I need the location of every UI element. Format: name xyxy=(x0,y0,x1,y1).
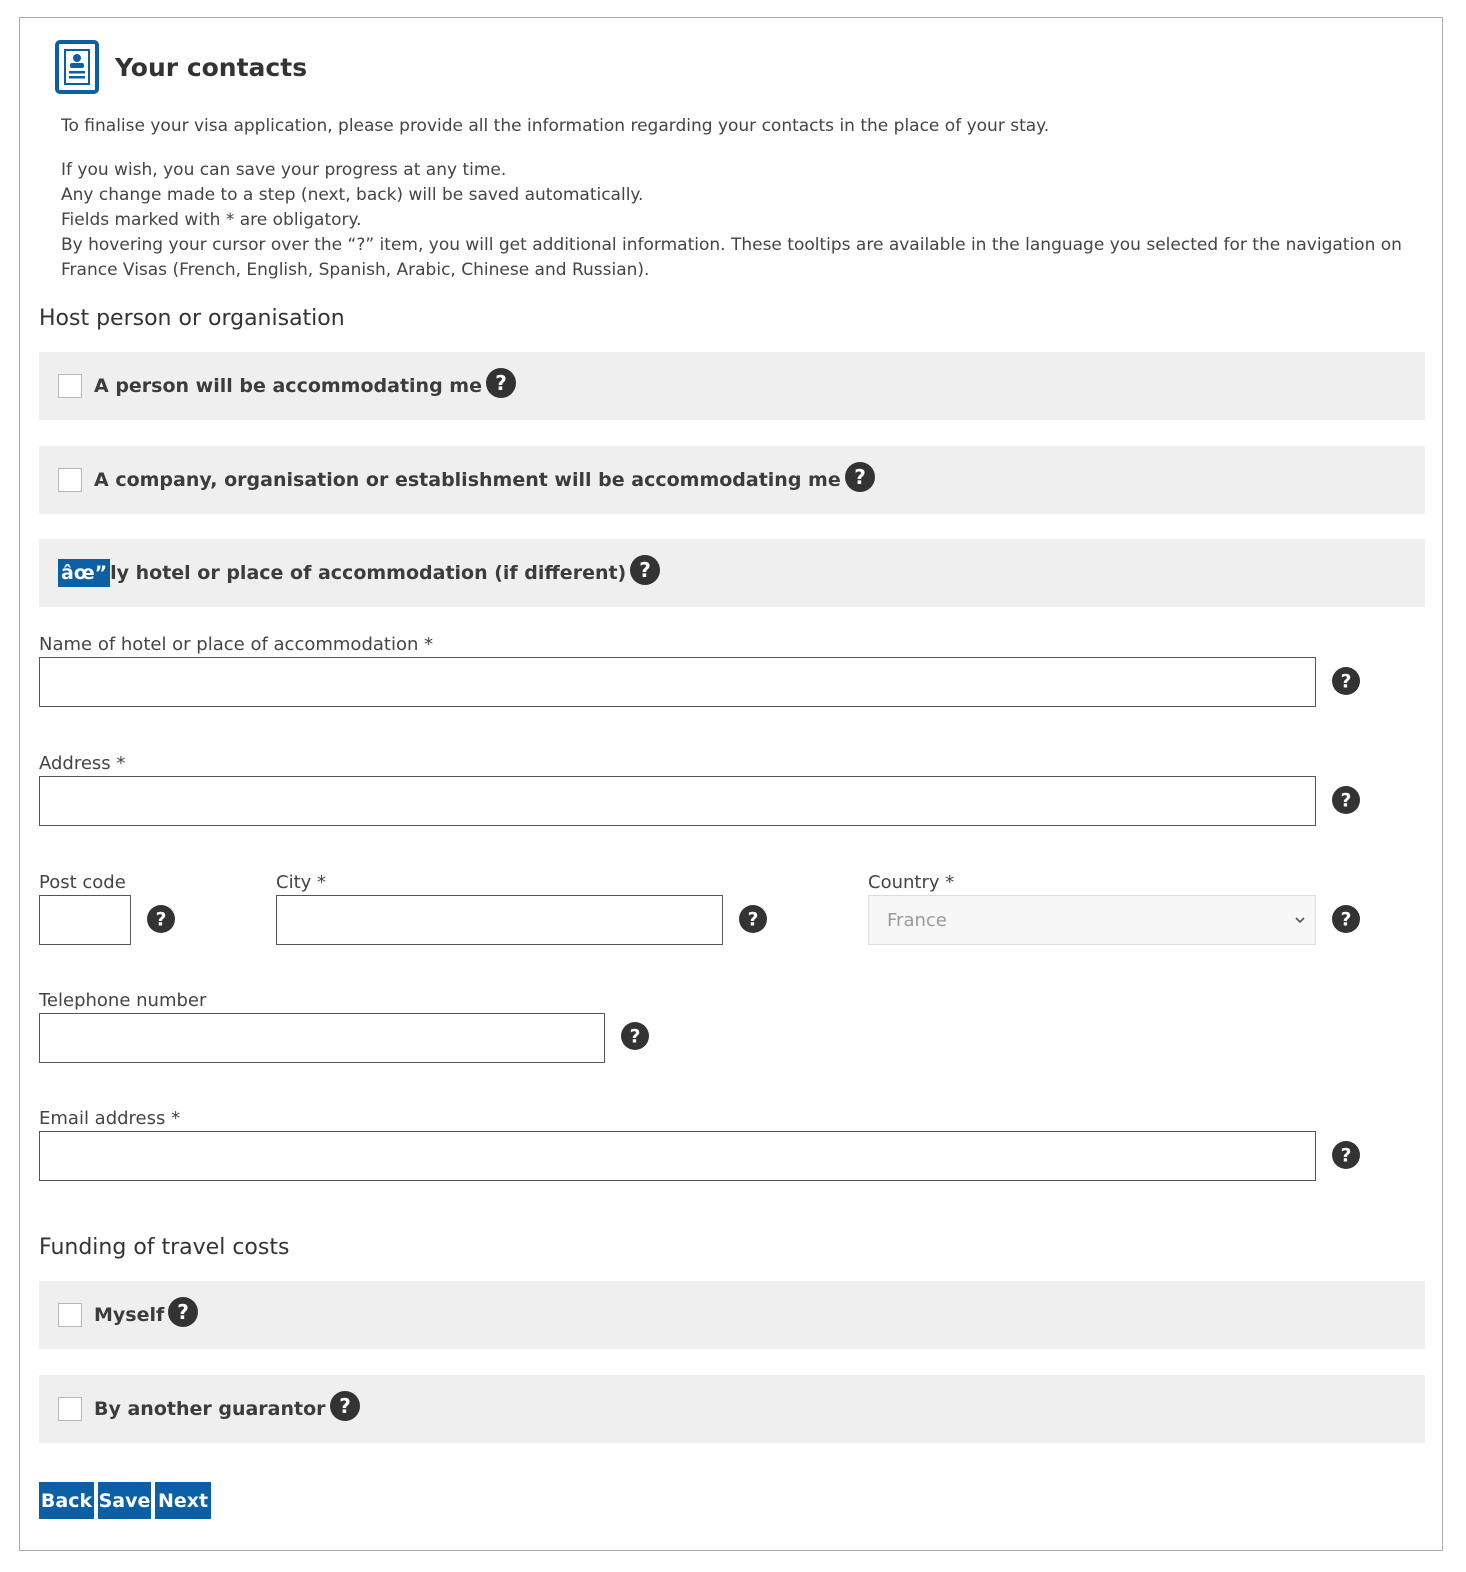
host-person-label[interactable]: A person will be accommodating me xyxy=(94,375,482,397)
svg-text:?: ? xyxy=(495,370,507,395)
help-icon[interactable] xyxy=(147,905,175,933)
postcode-label: Post code xyxy=(39,872,126,893)
help-icon[interactable] xyxy=(845,462,875,492)
host-hotel-panel xyxy=(39,539,1425,607)
host-hotel-label[interactable]: ly hotel or place of accommodation (if different) xyxy=(110,562,627,584)
funding-guarantor-checkbox[interactable] xyxy=(58,1397,82,1421)
city-label: City * xyxy=(276,872,327,893)
phone-label: Telephone number xyxy=(39,990,207,1011)
page-title: Your contacts xyxy=(115,52,308,82)
hotel-name-label: Name of hotel or place of accommodation * xyxy=(39,634,434,655)
funding-myself-panel xyxy=(39,1281,1425,1349)
intro-line: If you wish, you can save your progress at any time. xyxy=(61,160,507,180)
intro-line: Any change made to a step (next, back) will be saved automatically. xyxy=(61,185,644,205)
hotel-name-input[interactable] xyxy=(39,657,1316,707)
email-input[interactable] xyxy=(39,1131,1316,1181)
address-input[interactable] xyxy=(39,776,1316,826)
help-icon[interactable] xyxy=(630,555,660,585)
country-select-value: France xyxy=(887,909,947,931)
svg-text:?: ? xyxy=(338,1393,351,1418)
funding-myself-checkbox[interactable] xyxy=(58,1303,82,1327)
email-label: Email address * xyxy=(39,1108,181,1129)
city-input[interactable] xyxy=(276,895,723,945)
help-icon[interactable] xyxy=(1332,1141,1360,1169)
help-icon[interactable] xyxy=(1332,667,1360,695)
host-person-checkbox[interactable] xyxy=(58,374,82,398)
intro-line: Fields marked with * are obligatory. xyxy=(61,210,362,230)
host-company-label[interactable]: A company, organisation or establishment will be accommodating me xyxy=(94,469,841,491)
page-header xyxy=(55,40,307,94)
help-icon[interactable] xyxy=(330,1391,360,1421)
intro-line: To finalise your visa application, please provide all the information regarding your contacts in the place of your stay. xyxy=(61,116,1050,136)
funding-guarantor-label[interactable]: By another guarantor xyxy=(94,1398,326,1420)
phone-input[interactable] xyxy=(39,1013,605,1063)
save-button[interactable]: Save xyxy=(98,1482,151,1519)
svg-text:?: ? xyxy=(155,909,167,931)
instructions-text xyxy=(61,158,1411,283)
funding-guarantor-panel xyxy=(39,1375,1425,1443)
help-icon[interactable] xyxy=(739,905,767,933)
back-button[interactable]: Back xyxy=(39,1482,94,1519)
help-icon[interactable] xyxy=(168,1297,198,1327)
next-button[interactable]: Next xyxy=(155,1482,211,1519)
contact-card-icon xyxy=(55,40,99,94)
svg-text:?: ? xyxy=(639,557,652,582)
svg-text:?: ? xyxy=(177,1299,190,1324)
address-label: Address * xyxy=(39,753,126,774)
postcode-input[interactable] xyxy=(39,895,131,945)
help-icon[interactable] xyxy=(1332,905,1360,933)
chevron-down-icon xyxy=(1293,913,1307,927)
help-icon[interactable] xyxy=(486,368,516,398)
funding-section-title: Funding of travel costs xyxy=(39,1235,290,1260)
host-person-panel xyxy=(39,352,1425,420)
svg-text:?: ? xyxy=(747,909,759,931)
intro-text xyxy=(61,114,1411,139)
host-company-checkbox[interactable] xyxy=(58,468,82,492)
svg-text:?: ? xyxy=(1340,671,1352,693)
country-label: Country * xyxy=(868,872,955,893)
host-section-title: Host person or organisation xyxy=(39,306,345,331)
hotel-selected-badge[interactable]: âœ” xyxy=(58,559,110,587)
help-icon[interactable] xyxy=(621,1022,649,1050)
country-select[interactable] xyxy=(868,895,1316,945)
intro-line: By hovering your cursor over the “?” item, you will get additional information. These tooltips are available in the language you selected for the navigation on France Visas (French, English, Spanish, Arabic, Chinese and Russian). xyxy=(61,235,1402,280)
host-company-panel xyxy=(39,446,1425,514)
svg-text:?: ? xyxy=(1340,1145,1352,1167)
svg-text:?: ? xyxy=(1340,909,1352,931)
help-icon[interactable] xyxy=(1332,786,1360,814)
svg-text:?: ? xyxy=(1340,790,1352,812)
svg-text:?: ? xyxy=(853,464,866,489)
svg-text:?: ? xyxy=(629,1026,641,1048)
funding-myself-label[interactable]: Myself xyxy=(94,1304,165,1326)
